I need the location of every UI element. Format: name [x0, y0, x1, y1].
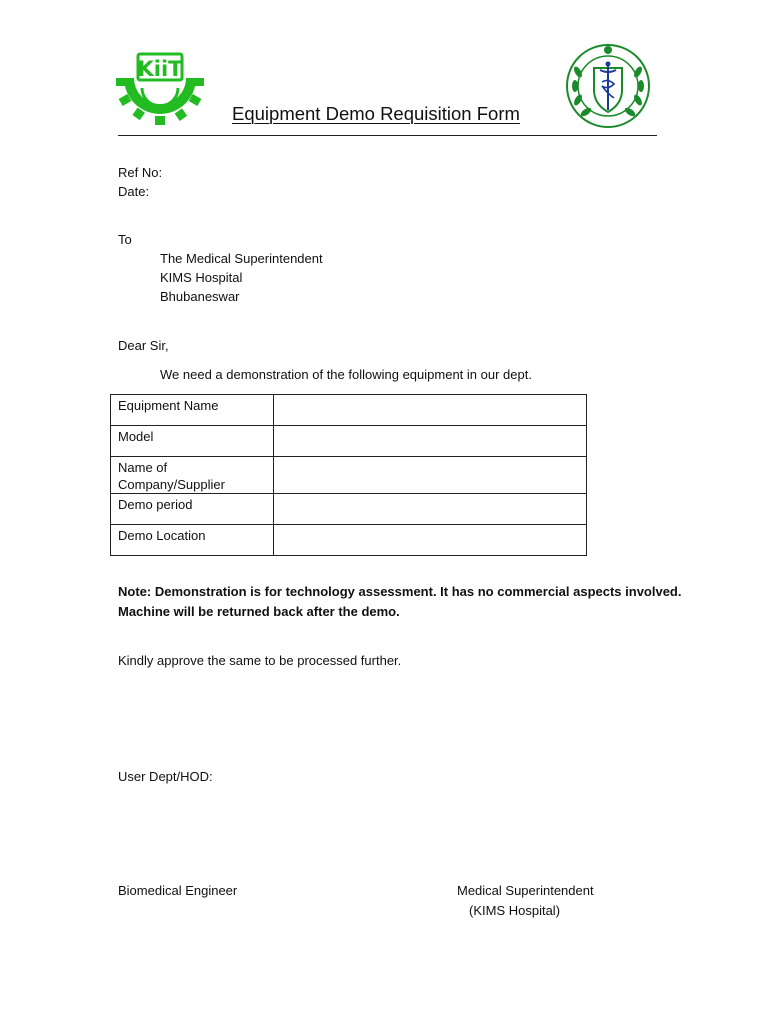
row-value-field[interactable]	[274, 457, 587, 494]
row-label: Model	[111, 426, 274, 457]
row-label: Name of Company/Supplier	[111, 457, 274, 494]
address-line: Bhubaneswar	[160, 289, 240, 304]
intro-text: We need a demonstration of the following equipment in our dept.	[160, 367, 532, 382]
address-line: KIMS Hospital	[160, 270, 243, 285]
row-value-field[interactable]	[274, 525, 587, 556]
kiit-logo-lettering: KiiT	[137, 57, 183, 81]
kims-hospital-label: (KIMS Hospital)	[469, 903, 561, 918]
kims-emblem-logo	[564, 42, 652, 130]
ref-no-label: Ref No:	[118, 165, 163, 180]
approve-text: Kindly approve the same to be processed further.	[118, 653, 402, 668]
row-label: Demo Location	[111, 525, 274, 556]
date-label: Date:	[118, 184, 150, 199]
row-value-field[interactable]	[274, 395, 587, 426]
row-label: Demo period	[111, 494, 274, 525]
address-line: The Medical Superintendent	[160, 251, 323, 266]
row-value-field[interactable]	[274, 494, 587, 525]
row-label: Equipment Name	[111, 395, 274, 426]
biomedical-engineer-label: Biomedical Engineer	[118, 883, 238, 898]
table-row	[111, 457, 587, 494]
salutation: Dear Sir,	[118, 338, 169, 353]
user-dept-signature-label: User Dept/HOD:	[118, 769, 213, 784]
equipment-details-table	[110, 394, 587, 556]
table-row	[111, 426, 587, 457]
note-line: Note: Demonstration is for technology assessment. It has no commercial aspects involved.	[118, 584, 682, 599]
to-label: To	[118, 232, 132, 247]
header-divider	[118, 135, 657, 136]
medical-superintendent-label: Medical Superintendent	[457, 883, 594, 898]
table-row	[111, 395, 587, 426]
kiit-logo	[112, 48, 208, 126]
table-row	[111, 494, 587, 525]
note-line: Machine will be returned back after the demo.	[118, 604, 400, 619]
form-title: Equipment Demo Requisition Form	[232, 103, 520, 124]
table-row	[111, 525, 587, 556]
row-value-field[interactable]	[274, 426, 587, 457]
